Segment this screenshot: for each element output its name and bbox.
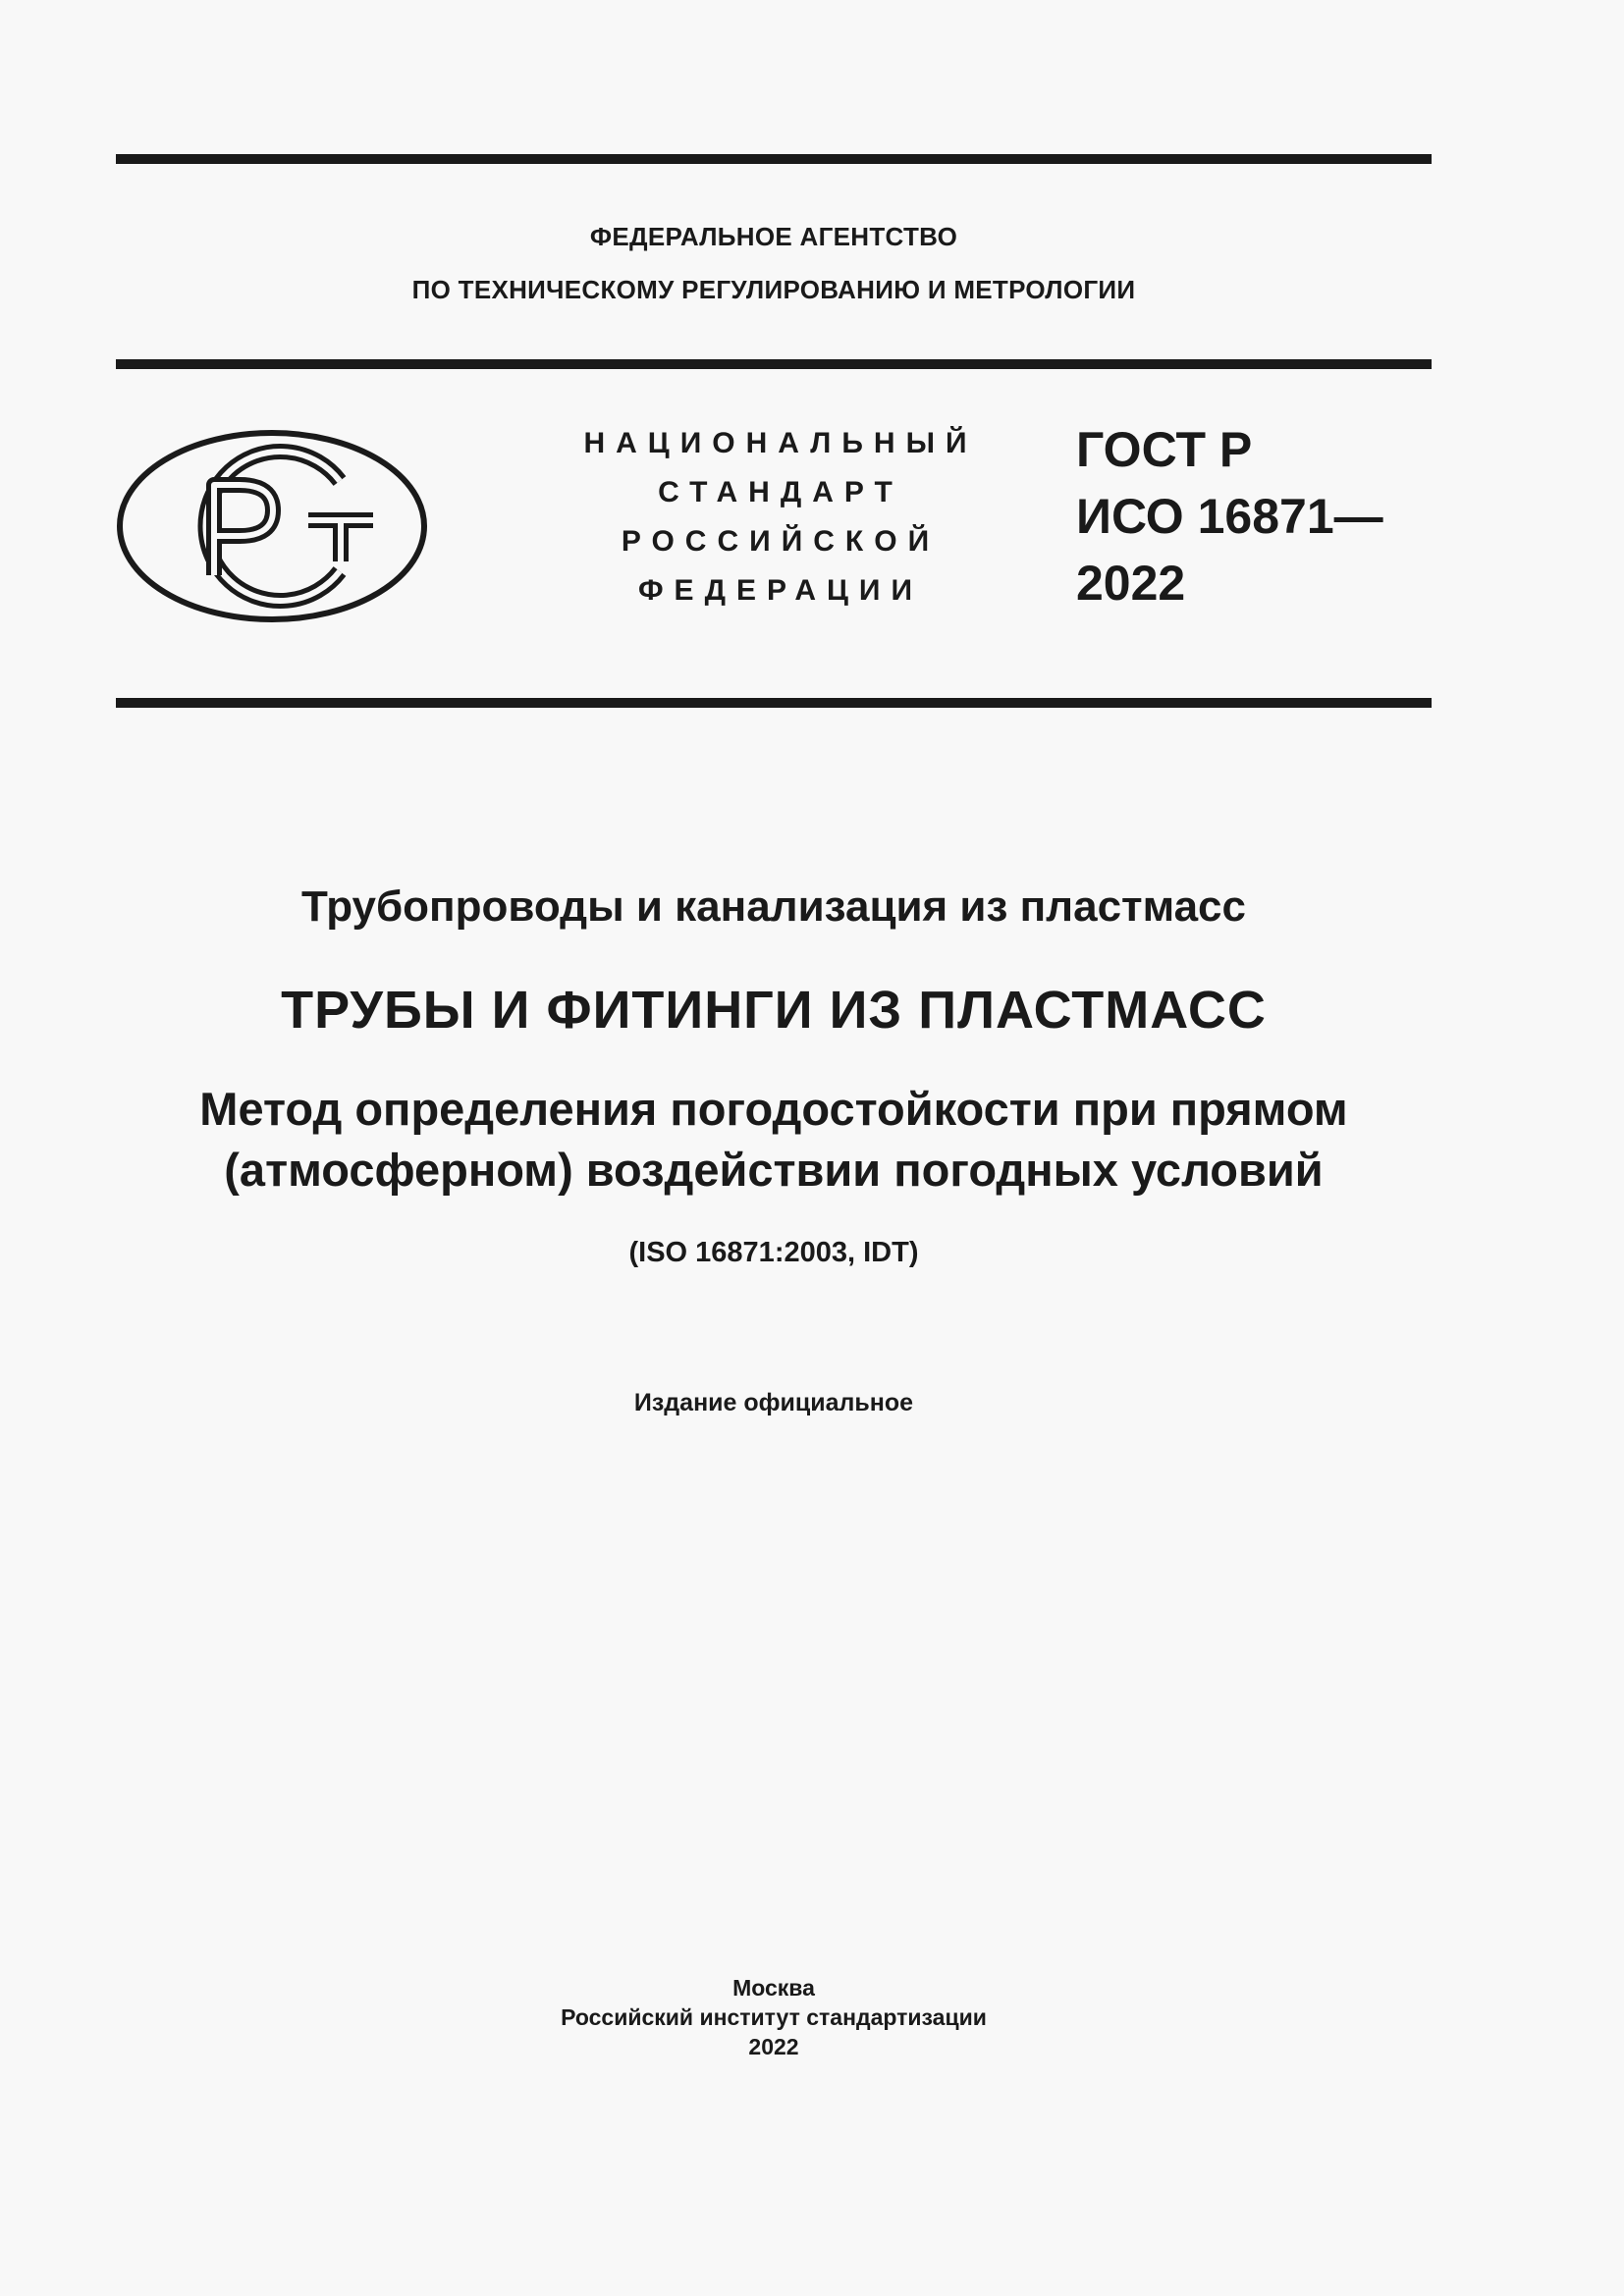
header-rule bbox=[116, 359, 1432, 369]
subtitle-line-2: (атмосферном) воздействии погодных условий bbox=[224, 1144, 1324, 1196]
agency-line-2: ПО ТЕХНИЧЕСКОМУ РЕГУЛИРОВАНИЮ И МЕТРОЛОГИИ bbox=[411, 275, 1136, 304]
national-standard-line-1: НАЦИОНАЛЬНЫЙ bbox=[583, 427, 978, 459]
national-standard-line-3: РОССИЙСКОЙ bbox=[621, 525, 941, 558]
agency-line-1: ФЕДЕРАЛЬНОЕ АГЕНТСТВО bbox=[589, 222, 958, 251]
national-standard-line-4: ФЕДЕРАЦИИ bbox=[637, 574, 924, 607]
national-standard-line-2: СТАНДАРТ bbox=[658, 476, 903, 508]
publisher-name: Российский институт стандартизации bbox=[561, 2004, 987, 2030]
designation-line-3: 2022 bbox=[1076, 556, 1186, 611]
designation-line-1: ГОСТ Р bbox=[1076, 422, 1253, 477]
subtitle-line-1: Метод определения погодостойкости при прямом bbox=[199, 1083, 1348, 1135]
publisher-year: 2022 bbox=[748, 2034, 799, 2059]
series-title: Трубопроводы и канализация из пластмасс bbox=[301, 882, 1246, 931]
publisher-city: Москва bbox=[732, 1975, 815, 2001]
designation-rule bbox=[116, 698, 1432, 708]
rst-logo-icon bbox=[116, 428, 428, 624]
edition-label: Издание официальное bbox=[633, 1389, 914, 1416]
designation-line-2: ИСО 16871— bbox=[1076, 489, 1383, 544]
top-rule bbox=[116, 154, 1432, 164]
iso-reference: (ISO 16871:2003, IDT) bbox=[628, 1237, 919, 1268]
main-title: ТРУБЫ И ФИТИНГИ ИЗ ПЛАСТМАСС bbox=[281, 981, 1267, 1040]
